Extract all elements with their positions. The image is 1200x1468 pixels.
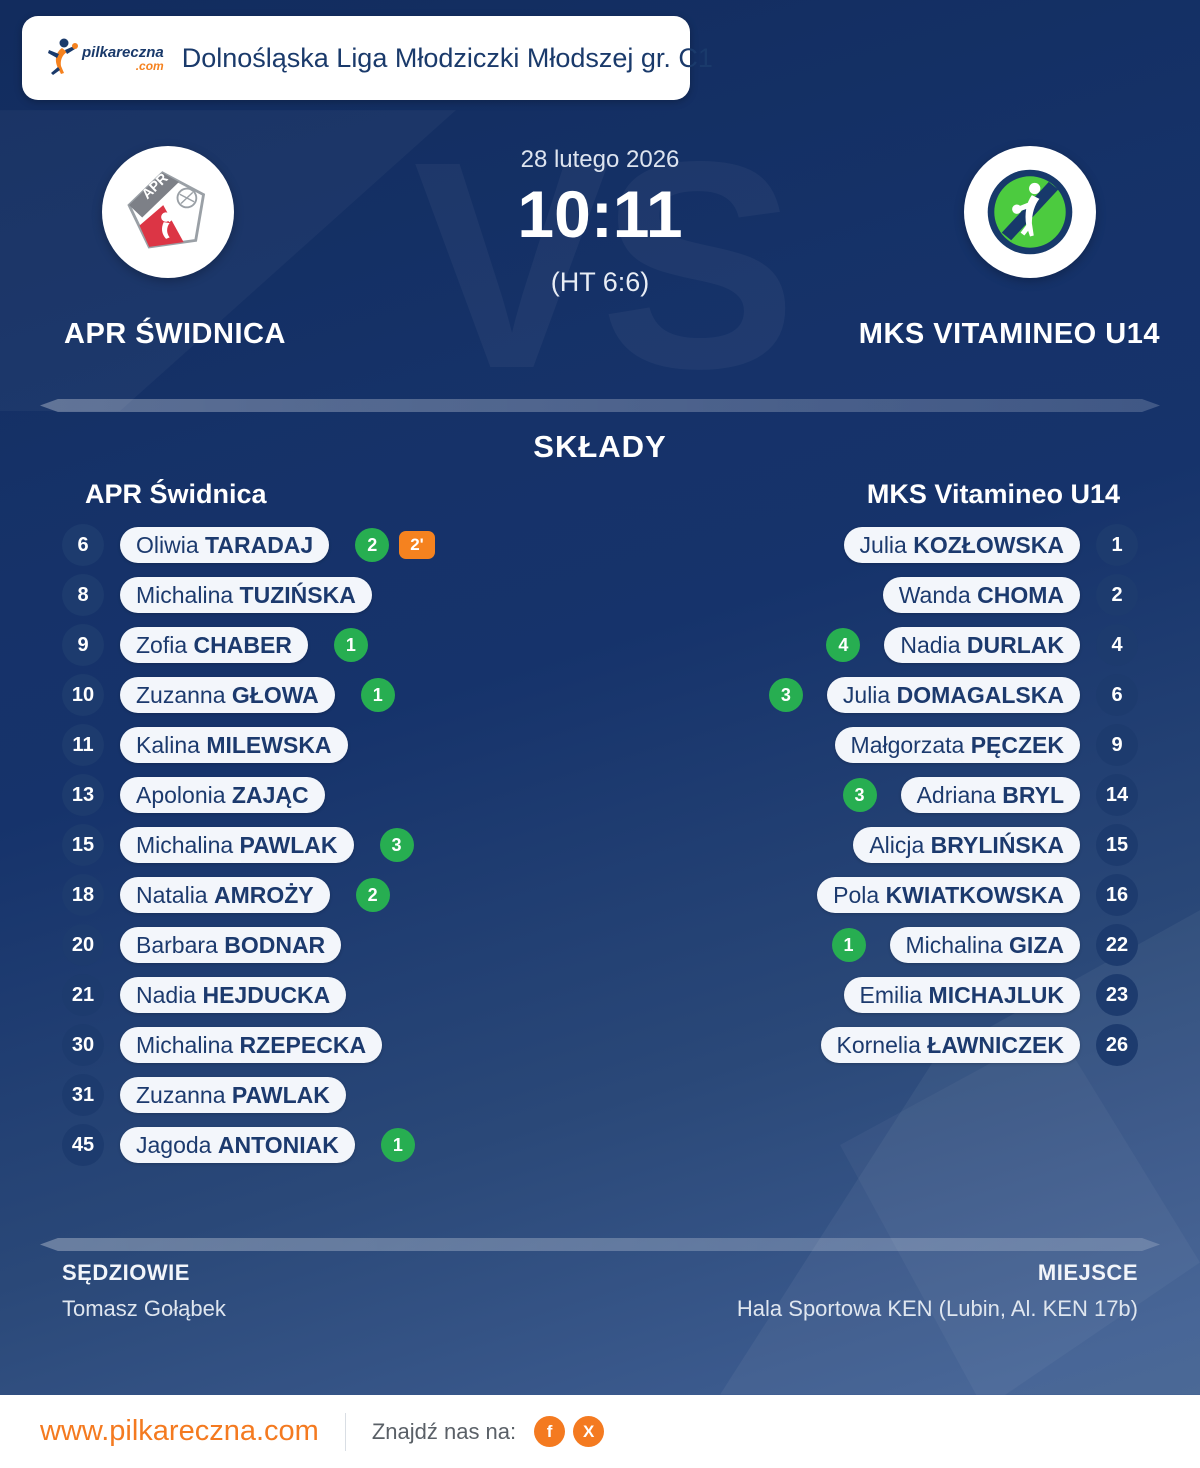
match-date: 28 lutego 2026	[520, 146, 680, 173]
player-row	[563, 570, 1138, 620]
social-icons	[534, 1416, 612, 1447]
player-name-pill	[853, 827, 1080, 863]
player-first-name: Zuzanna	[136, 1082, 232, 1108]
goals-badge: 4	[826, 628, 860, 662]
player-first-name: Nadia	[900, 632, 967, 658]
player-last-name: GŁOWA	[231, 682, 319, 708]
player-row	[563, 870, 1138, 920]
player-number: 31	[62, 1074, 104, 1116]
player-last-name: KOZŁOWSKA	[913, 532, 1064, 558]
player-name-pill	[901, 777, 1080, 813]
goals-badge: 1	[361, 678, 395, 712]
footer-divider	[345, 1413, 346, 1451]
player-name-pill	[120, 627, 308, 663]
player-number: 14	[1096, 774, 1138, 816]
player-row	[62, 720, 637, 770]
player-number: 18	[62, 874, 104, 916]
player-row	[62, 870, 637, 920]
player-last-name: KWIATKOWSKA	[885, 882, 1064, 908]
player-first-name: Adriana	[916, 782, 1003, 808]
halftime-score: (HT 6:6)	[550, 266, 650, 297]
player-name-pill	[844, 527, 1080, 563]
player-name-pill	[120, 577, 372, 613]
player-first-name: Michalina	[136, 832, 240, 858]
player-last-name: PĘCZEK	[970, 732, 1064, 758]
player-number: 16	[1096, 874, 1138, 916]
referees-value: Tomasz Gołąbek	[62, 1296, 226, 1321]
player-row	[62, 670, 637, 720]
player-first-name: Nadia	[136, 982, 203, 1008]
player-first-name: Pola	[833, 882, 886, 908]
player-first-name: Julia	[859, 532, 914, 558]
player-number: 15	[62, 824, 104, 866]
player-number: 4	[1096, 624, 1138, 666]
player-last-name: BRYLIŃSKA	[930, 832, 1064, 858]
player-row	[563, 1020, 1138, 1070]
pilkareczna-logo	[44, 36, 164, 81]
player-last-name: BRYL	[1002, 782, 1064, 808]
player-last-name: PAWLAK	[231, 1082, 330, 1108]
player-name-pill	[120, 927, 341, 963]
player-number: 6	[1096, 674, 1138, 716]
player-last-name: DURLAK	[966, 632, 1064, 658]
player-last-name: GIZA	[1009, 932, 1064, 958]
away-players-list	[563, 520, 1138, 1070]
player-first-name: Zuzanna	[136, 682, 232, 708]
goals-badge: 3	[769, 678, 803, 712]
away-team-name: MKS VITAMINEO U14	[858, 318, 1160, 350]
player-first-name: Julia	[842, 682, 897, 708]
player-row	[62, 770, 637, 820]
x-icon[interactable]: X	[573, 1416, 604, 1447]
player-name-pill	[890, 927, 1081, 963]
home-team-name: APR ŚWIDNICA	[64, 318, 286, 350]
player-name-pill	[120, 527, 329, 563]
home-players-list	[62, 520, 637, 1170]
player-number: 21	[62, 974, 104, 1016]
player-number: 9	[62, 624, 104, 666]
footer-bar	[0, 1395, 1200, 1468]
player-row	[563, 620, 1138, 670]
player-row	[62, 920, 637, 970]
match-info-row	[62, 1260, 1138, 1322]
player-number: 11	[62, 724, 104, 766]
player-row	[563, 670, 1138, 720]
player-last-name: MICHAJLUK	[928, 982, 1064, 1008]
player-last-name: PAWLAK	[239, 832, 338, 858]
player-last-name: BODNAR	[224, 932, 326, 958]
player-name-pill	[120, 777, 325, 813]
player-number: 23	[1096, 974, 1138, 1016]
player-first-name: Kalina	[136, 732, 207, 758]
player-number: 45	[62, 1124, 104, 1166]
player-number: 10	[62, 674, 104, 716]
player-first-name: Natalia	[136, 882, 214, 908]
player-last-name: DOMAGALSKA	[896, 682, 1064, 708]
player-first-name: Alicja	[869, 832, 931, 858]
goals-badge: 3	[380, 828, 414, 862]
player-last-name: MILEWSKA	[206, 732, 332, 758]
player-name-pill	[120, 1127, 355, 1163]
player-number: 1	[1096, 524, 1138, 566]
player-number: 8	[62, 574, 104, 616]
player-first-name: Emilia	[859, 982, 929, 1008]
player-name-pill	[120, 827, 354, 863]
player-last-name: ŁAWNICZEK	[927, 1032, 1064, 1058]
player-number: 20	[62, 924, 104, 966]
player-number: 9	[1096, 724, 1138, 766]
player-row	[62, 1070, 637, 1120]
venue-value: Hala Sportowa KEN (Lubin, Al. KEN 17b)	[736, 1296, 1138, 1321]
player-name-pill	[120, 977, 346, 1013]
player-number: 15	[1096, 824, 1138, 866]
header-card	[22, 16, 713, 100]
player-name-pill	[120, 677, 335, 713]
referees-label: SĘDZIOWIE	[62, 1260, 190, 1285]
logo-text	[82, 45, 164, 72]
player-row	[62, 1020, 637, 1070]
player-row	[62, 520, 637, 570]
player-name-pill	[883, 577, 1080, 613]
player-number: 26	[1096, 1024, 1138, 1066]
player-first-name: Apolonia	[136, 782, 232, 808]
referees-block	[62, 1260, 226, 1322]
player-last-name: TARADAJ	[205, 532, 314, 558]
player-row	[62, 620, 637, 670]
player-number: 22	[1096, 924, 1138, 966]
player-first-name: Jagoda	[136, 1132, 218, 1158]
player-row	[62, 820, 637, 870]
player-name-pill	[835, 727, 1080, 763]
player-number: 6	[62, 524, 104, 566]
find-us-label: Znajdź nas na:	[371, 1418, 517, 1444]
svg-text:APR: APR	[138, 169, 171, 202]
player-row	[563, 970, 1138, 1020]
home-lineup-header: APR Świdnica	[85, 479, 267, 509]
player-number: 30	[62, 1024, 104, 1066]
player-row	[62, 970, 637, 1020]
section-divider	[40, 1238, 1160, 1251]
venue-label: MIEJSCE	[1037, 1260, 1138, 1285]
player-row	[563, 720, 1138, 770]
goals-badge: 1	[334, 628, 368, 662]
player-name-pill	[821, 1027, 1081, 1063]
player-name-pill	[120, 877, 330, 913]
goals-badge: 2	[355, 528, 389, 562]
player-name-pill	[844, 977, 1080, 1013]
logo-name: pilkareczna	[82, 43, 164, 61]
player-last-name: ZAJĄC	[231, 782, 309, 808]
venue-block	[737, 1260, 1138, 1322]
team-names-row	[64, 318, 1160, 351]
player-row	[563, 770, 1138, 820]
player-number: 2	[1096, 574, 1138, 616]
handball-player-icon	[44, 36, 78, 81]
suspension-badge: 2'	[399, 531, 435, 559]
player-first-name: Michalina	[136, 1032, 240, 1058]
league-title: Dolnośląska Liga Młodziczki Młodszej gr. C1	[181, 42, 713, 73]
player-first-name: Barbara	[136, 932, 225, 958]
player-name-pill	[120, 1027, 382, 1063]
goals-badge: 2	[356, 878, 390, 912]
player-last-name: TUZIŃSKA	[239, 582, 356, 608]
player-last-name: RZEPECKA	[239, 1032, 367, 1058]
player-first-name: Michalina	[136, 582, 240, 608]
player-row	[62, 1120, 637, 1170]
facebook-icon[interactable]: f	[534, 1416, 565, 1447]
player-row	[563, 820, 1138, 870]
player-last-name: HEJDUCKA	[202, 982, 331, 1008]
player-first-name: Zofia	[136, 632, 194, 658]
player-last-name: ANTONIAK	[217, 1132, 339, 1158]
player-last-name: CHOMA	[977, 582, 1064, 608]
match-score: 10:11	[517, 177, 683, 251]
goals-badge: 3	[843, 778, 877, 812]
player-first-name: Kornelia	[836, 1032, 928, 1058]
player-first-name: Oliwia	[136, 532, 206, 558]
away-lineup-header: MKS Vitamineo U14	[866, 479, 1120, 509]
lineup-column-headers	[85, 479, 1120, 510]
score-block	[0, 146, 1200, 298]
website-link[interactable]: www.pilkareczna.com	[40, 1415, 319, 1447]
player-first-name: Wanda	[898, 582, 978, 608]
player-row	[563, 920, 1138, 970]
player-last-name: CHABER	[193, 632, 292, 658]
player-name-pill	[817, 877, 1080, 913]
lineups-title: SKŁADY	[533, 429, 667, 464]
goals-badge: 1	[381, 1128, 415, 1162]
player-row	[62, 570, 637, 620]
player-number: 13	[62, 774, 104, 816]
player-last-name: AMROŻY	[213, 882, 314, 908]
player-name-pill	[120, 1077, 346, 1113]
goals-badge: 1	[832, 928, 866, 962]
logo-tld: .com	[135, 58, 164, 73]
player-first-name: Małgorzata	[850, 732, 971, 758]
player-first-name: Michalina	[905, 932, 1010, 958]
player-name-pill	[827, 677, 1080, 713]
player-row	[563, 520, 1138, 570]
player-name-pill	[120, 727, 348, 763]
player-name-pill	[884, 627, 1080, 663]
